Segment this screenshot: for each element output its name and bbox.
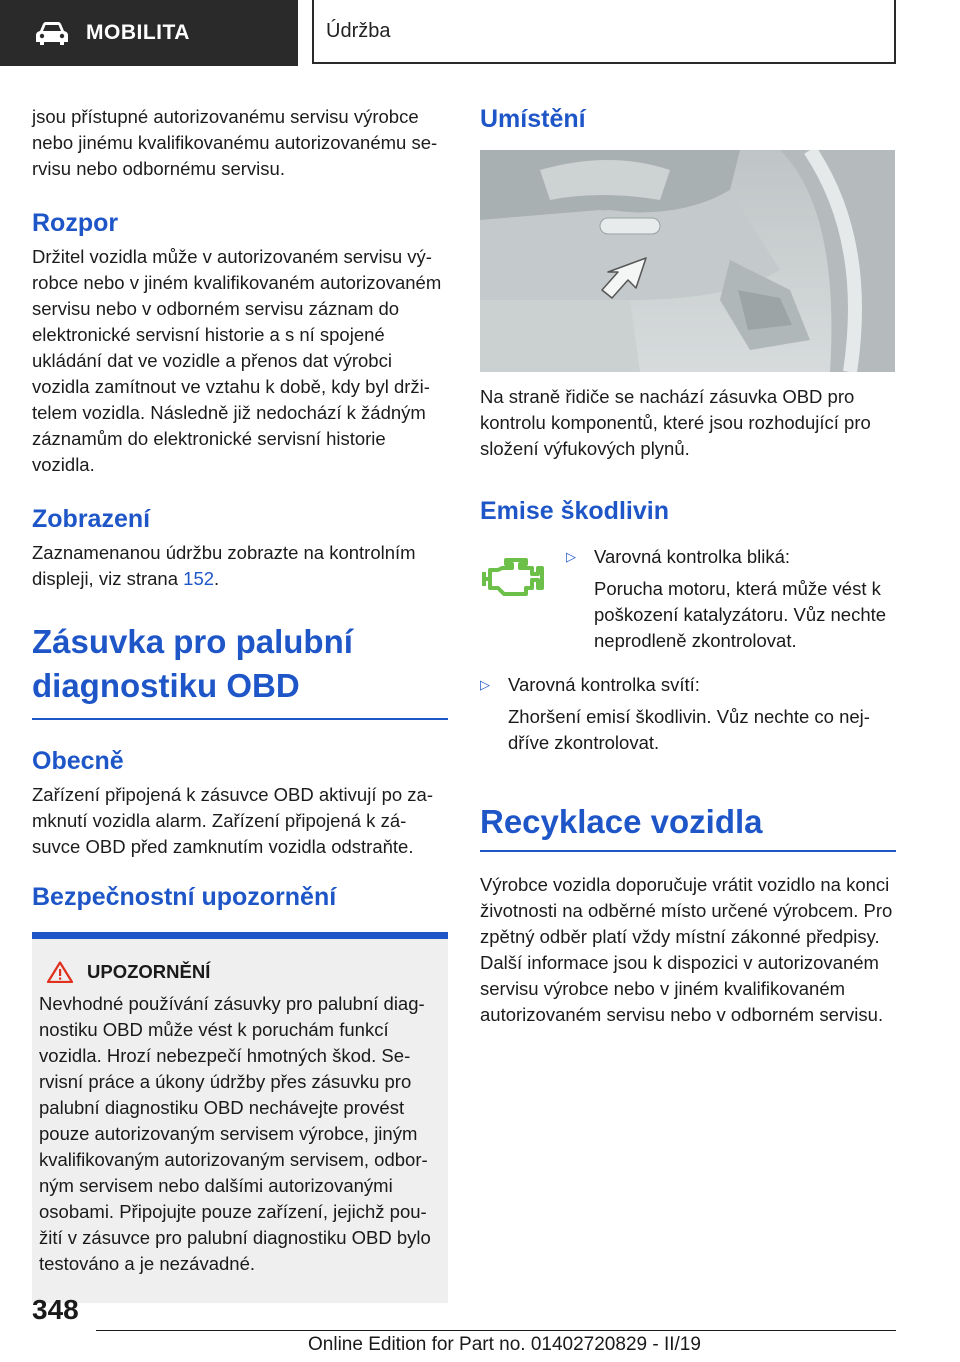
bullet-triangle-icon: ▷ xyxy=(480,677,490,692)
recyklace-paragraph: Výrobce vozidla doporučuje vrátit vozidlo na konci životnosti na odběrné místo určené výrobcem. Pro zpětný odběr platí vždy místní zákonné předpisy. Další informace jsou k dispozici v autorizovaném servisu výrobce nebo v jiném kvalifikovaném autorizovaném servisu nebo v odborném servisu. xyxy=(480,874,893,1025)
left-column xyxy=(32,104,448,1303)
emission-warning-row xyxy=(480,544,896,654)
recyklace-heading: Recyklace vozidla xyxy=(480,803,763,840)
rozpor-paragraph: Držitel vozidla může v autorizovaném servisu výrobce nebo v jiném kvalifikovaném autorizovaném servisu nebo v odborném servisu záznam do elektronické servisní historie a s ní spojené ukládání dat ve vozidle a přenos dat výrobci vozidla zamítnout ve vztahu k době, kdy byl držitelem vozidla. Následně již nedochází k žádným záznamům do elektronické servisní historie vozidla. xyxy=(32,246,442,475)
car-icon xyxy=(34,20,70,46)
bullet-2-text: Varovná kontrolka svítí: xyxy=(508,674,700,695)
warning-header xyxy=(39,961,438,983)
warning-label: UPOZORNĚNÍ xyxy=(87,961,211,982)
zobrazeni-paragraph xyxy=(32,540,448,592)
chapter-tab[interactable] xyxy=(0,0,298,66)
page-header xyxy=(0,0,960,66)
intro-paragraph: jsou přístupné autorizovanému servisu výrobce nebo jinému kvalifikovanému autorizovanému servisu nebo odbornému servisu. xyxy=(32,106,438,179)
emise-heading: Emise škodlivin xyxy=(480,497,669,525)
bullet-1-detail: Porucha motoru, která může vést k poškození katalyzátoru. Vůz nechte neprodleně zkontrolovat. xyxy=(594,578,887,651)
page-link-152[interactable]: 152 xyxy=(183,568,215,589)
bullet-1-line xyxy=(566,544,894,570)
page-number: 348 xyxy=(32,1294,79,1325)
emission-bullet-1 xyxy=(566,544,894,654)
zobrazeni-heading: Zobrazení xyxy=(32,505,151,533)
right-column xyxy=(480,104,896,1028)
obecne-heading: Obecně xyxy=(32,747,124,775)
safety-heading: Bezpečnostní upozornění xyxy=(32,883,337,911)
zobrazeni-end: . xyxy=(214,568,220,589)
warning-triangle-icon xyxy=(47,961,73,983)
footer-rule xyxy=(96,1330,896,1331)
photo-caption: Na straně řidiče se nachází zásuvka OBD pro kontrolu komponentů, které jsou rozhodující pro složení výfukových plynů. xyxy=(480,386,871,459)
bullet-1-text: Varovná kontrolka bliká: xyxy=(594,546,791,567)
heading-rule xyxy=(32,718,448,720)
obd-heading: Zásuvka pro palubní diagnostiku OBD xyxy=(32,623,353,704)
warning-text: Nevhodné používání zásuvky pro palubní diagnostiku OBD může vést k poruchám funkcí vozidla. Hrozí nebezpečí hmotných škod. Servisní práce a úkony údržby přes zásuvku pro palubní diagnostiku OBD nechávejte provést pouze autorizovaným servisem výrobce, jiným kvalifikovaným autorizovaným servisem, odborným servisem nebo dalšími autorizovanými osobami. Připojujte pouze zařízení, jejichž použití v zásuvce pro palubní diagnostiku OBD bylo testováno a je nezávadné. xyxy=(39,993,431,1274)
obecne-paragraph: Zařízení připojená k zásuvce OBD aktivují po zamknutí vozidla alarm. Zařízení připojená k zásuvce OBD před zamknutím vozidla odstraňte. xyxy=(32,784,434,857)
check-engine-icon xyxy=(480,556,546,600)
chapter-label: MOBILITA xyxy=(86,21,190,44)
recyklace-rule xyxy=(480,850,896,852)
edition-text: Online Edition for Part no. 01402720829 - II/19 xyxy=(308,1334,701,1355)
dashboard-illustration xyxy=(480,150,895,372)
warning-box xyxy=(32,932,448,1303)
rozpor-heading: Rozpor xyxy=(32,209,119,237)
section-title: Údržba xyxy=(312,0,896,64)
bullet-triangle-icon: ▷ xyxy=(566,549,576,564)
umisteni-heading: Umístění xyxy=(480,105,586,133)
bullet-2-line xyxy=(480,672,896,698)
emission-bullet-2 xyxy=(480,672,896,756)
obd-location-photo xyxy=(480,150,895,372)
bullet-2-detail: Zhoršení emisí škodlivin. Vůz nechte co nejdříve zkontrolovat. xyxy=(508,706,870,753)
zobrazeni-text: Zaznamenanou údržbu zobrazte na kontrolním displeji, viz strana xyxy=(32,542,416,589)
